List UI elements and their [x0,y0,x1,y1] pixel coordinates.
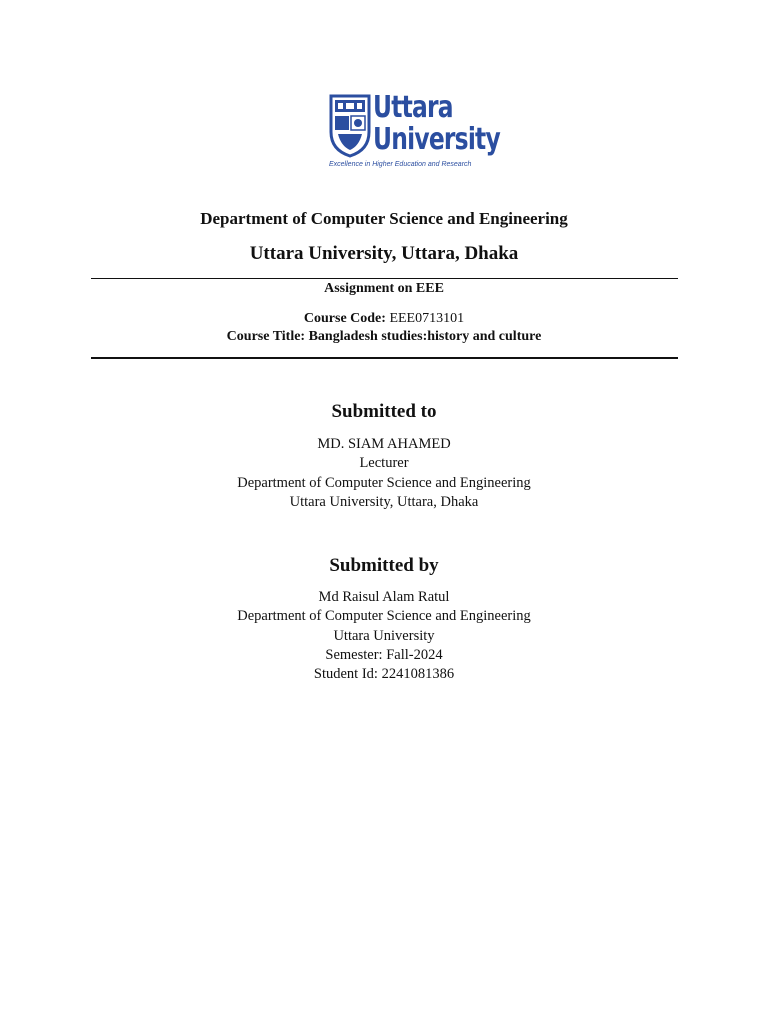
logo-text-university: University [373,122,500,157]
student-name: Md Raisul Alam Ratul [318,589,450,605]
submitted-to-details [0,435,768,512]
course-code-line [0,311,768,327]
supervisor-designation: Lecturer [359,455,409,472]
shield-icon [329,94,371,158]
course-title-line [0,329,768,345]
submitted-by-heading: Submitted by [329,555,439,576]
student-semester: Semester: Fall-2024 [325,646,443,663]
course-title-label: Course Title: [226,329,306,344]
logo-tagline: Excellence in Higher Education and Research [329,161,472,168]
logo-text-uttara: Uttara [373,90,453,125]
student-institution: Uttara University [333,627,435,644]
university-logo [329,90,500,172]
submitted-by-details [0,588,768,684]
student-id: Student Id: 2241081386 [313,666,455,683]
supervisor-institution: Uttara University, Uttara, Dhaka [289,493,479,510]
supervisor-department: Department of Computer Science and Engineering [237,474,531,491]
assignment-title: Assignment on EEE [324,281,444,296]
submitted-to-heading: Submitted to [331,401,437,422]
course-code-value: EEE0713101 [389,311,465,326]
student-department: Department of Computer Science and Engineering [237,608,531,625]
university-title: Uttara University, Uttara, Dhaka [249,243,519,264]
course-code-label: Course Code: [303,311,386,326]
supervisor-name: MD. SIAM AHAMED [317,436,451,452]
top-divider [91,278,678,279]
department-title: Department of Computer Science and Engineering [200,209,568,228]
course-title-value: Bangladesh studies:history and culture [308,329,542,344]
bottom-divider [91,357,678,359]
